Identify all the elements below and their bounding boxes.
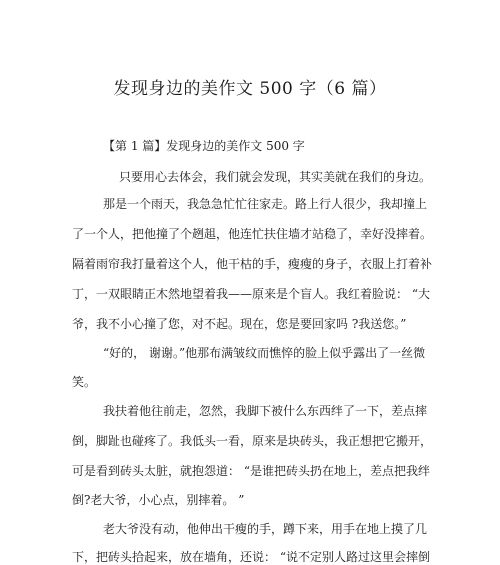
paragraph-line: “好的， 谢谢。”他那布满皱纹而憔悴的脸上似乎露出了一丝微 (103, 346, 426, 360)
paragraph-line: 老大爷没有动，他伸出干瘦的手，蹲下来，用手在地上摸了几 (103, 522, 428, 536)
paragraph-line: 下，把砖头拾起来，放在墙角，还说： “说不定别人路过这里会摔倒 (72, 550, 430, 564)
paragraph-line: 那是一个雨天，我急急忙忙往家走。路上行人很少，我却撞上 (103, 197, 428, 211)
paragraph-line: 丁，一双眼睛正木然地望着我——原来是个盲人。我红着脸说： “大 (72, 287, 430, 301)
paragraph-line: 隔着雨帘我打量着这个人，他干枯的手，瘦瘦的身子，衣服上打着补 (72, 257, 433, 271)
document-title: 发现身边的美作文 500 字（6 篇） (113, 79, 387, 99)
paragraph-line: 笑。 (72, 375, 97, 389)
paragraph-line: 倒?老大爷，小心点，别摔着。 ” (72, 493, 245, 507)
paragraph-line: 可是看到砖头太脏，就抱怨道： “是谁把砖头扔在地上，差点把我绊 (72, 464, 430, 478)
paragraph-line: 倒，脚趾也碰疼了。我低头一看，原来是块砖头，我正想把它搬开， (72, 434, 433, 448)
section-heading: 【第 1 篇】发现身边的美作文 500 字 (103, 139, 305, 153)
paragraph-line: 我扶着他往前走，忽然，我脚下被什么东西绊了一下，差点摔 (103, 404, 428, 418)
paragraph-line: 了一个人，把他撞了个趔趄，他连忙扶住墙才站稳了，幸好没摔着。 (72, 227, 433, 241)
paragraph-line: 爷，我不小心撞了您，对不起。现在，您是要回家吗 ?我送您。” (72, 317, 407, 331)
paragraph-line: 只要用心去体会，我们就会发现，其实美就在我们的身边。 (119, 170, 432, 184)
